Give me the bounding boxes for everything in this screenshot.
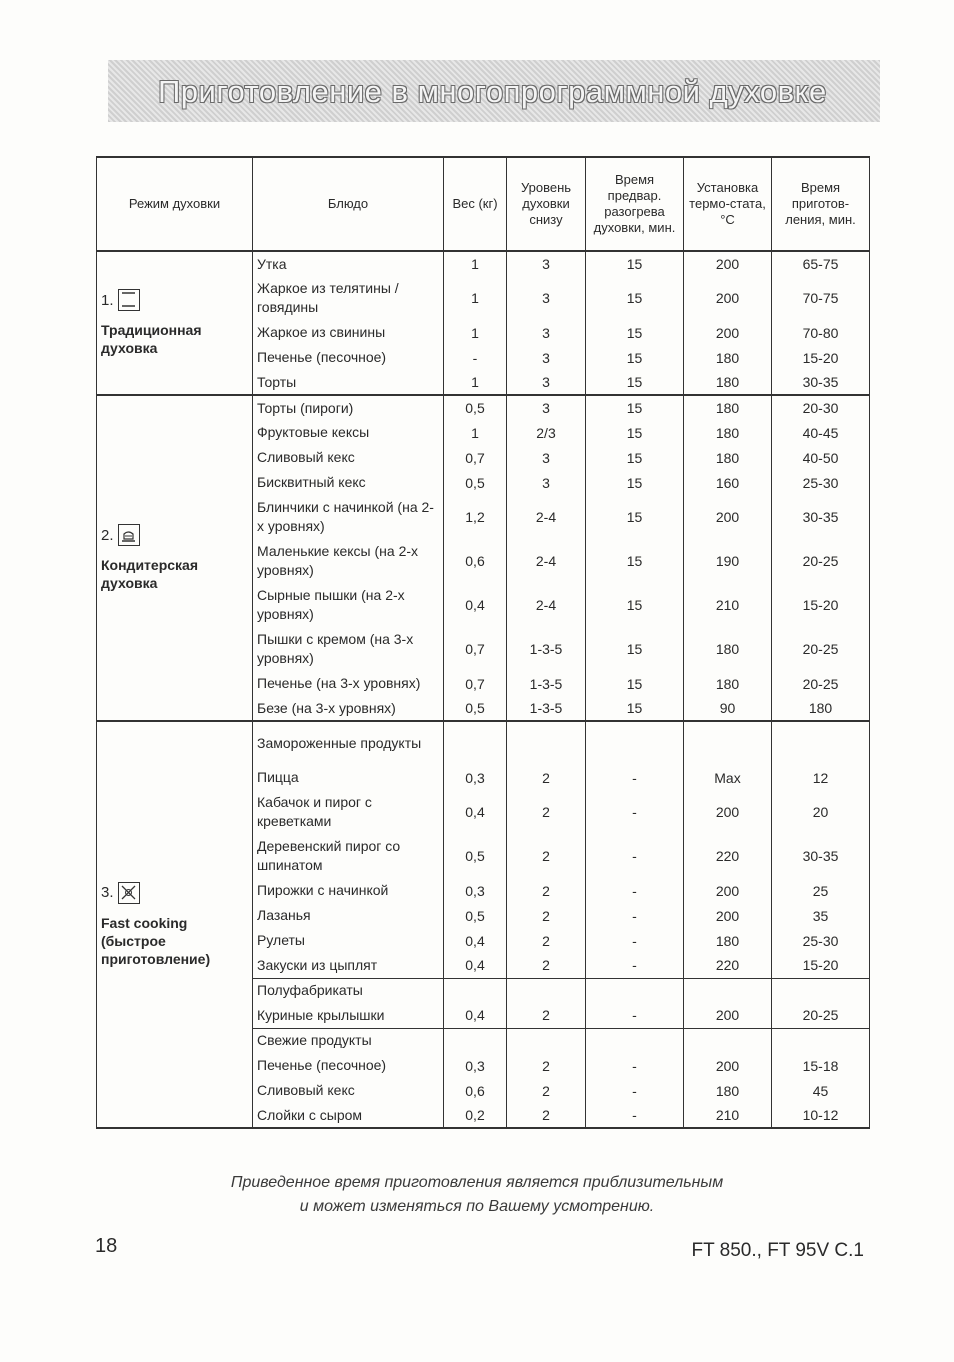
mode-label: Fast cooking (быстрое приготовление) xyxy=(101,914,211,967)
weight-cell: 0,4 xyxy=(444,790,507,834)
time-cell: 40-50 xyxy=(772,445,870,470)
time-cell: 30-35 xyxy=(772,495,870,539)
dish-cell: Пицца xyxy=(253,765,444,790)
time-cell: 15-20 xyxy=(772,953,870,978)
level-cell: 2 xyxy=(507,953,586,978)
weight-cell: 0,5 xyxy=(444,395,507,420)
thermostat-cell: 200 xyxy=(684,276,772,320)
thermostat-cell: 220 xyxy=(684,834,772,878)
header-time: Время приготов-ления, мин. xyxy=(772,157,870,251)
level-cell: 2 xyxy=(507,1003,586,1028)
dish-cell: Торты xyxy=(253,370,444,395)
preheat-cell: 15 xyxy=(586,320,684,345)
time-cell: 65-75 xyxy=(772,251,870,276)
time-cell: 25-30 xyxy=(772,470,870,495)
weight-cell: 0,6 xyxy=(444,1078,507,1103)
mode-number-text: 1. xyxy=(101,291,114,309)
thermostat-cell: 180 xyxy=(684,420,772,445)
dish-cell: Сливовый кекс xyxy=(253,1078,444,1103)
weight-cell: 0,5 xyxy=(444,834,507,878)
weight-cell: 0,4 xyxy=(444,928,507,953)
weight-cell: 0,6 xyxy=(444,539,507,583)
thermostat-cell: 180 xyxy=(684,928,772,953)
dish-cell: Куриные крылышки xyxy=(253,1003,444,1028)
thermostat-cell: 180 xyxy=(684,1078,772,1103)
level-cell: 3 xyxy=(507,251,586,276)
thermostat-cell: 180 xyxy=(684,671,772,696)
weight-cell: 0,7 xyxy=(444,445,507,470)
thermostat-cell: 180 xyxy=(684,370,772,395)
time-cell: 20-25 xyxy=(772,1003,870,1028)
preheat-cell: - xyxy=(586,903,684,928)
dish-cell: Кабачок и пирог с креветками xyxy=(253,790,444,834)
preheat-cell: - xyxy=(586,790,684,834)
time-cell: 30-35 xyxy=(772,370,870,395)
thermostat-cell: 180 xyxy=(684,627,772,671)
preheat-cell: 15 xyxy=(586,539,684,583)
title-banner xyxy=(108,60,880,122)
table-row xyxy=(97,395,870,420)
dish-cell: Сливовый кекс xyxy=(253,445,444,470)
dish-cell: Фруктовые кексы xyxy=(253,420,444,445)
level-cell: 1-3-5 xyxy=(507,696,586,721)
thermostat-cell: 220 xyxy=(684,953,772,978)
preheat-cell: 15 xyxy=(586,627,684,671)
weight-cell: 0,3 xyxy=(444,1053,507,1078)
preheat-cell: - xyxy=(586,834,684,878)
weight-cell: 1 xyxy=(444,370,507,395)
preheat-cell: - xyxy=(586,1003,684,1028)
weight-cell: 0,4 xyxy=(444,1003,507,1028)
group-title: Свежие продукты xyxy=(253,1028,444,1053)
mode-number-text: 3. xyxy=(101,884,114,901)
dish-cell: Бисквитный кекс xyxy=(253,470,444,495)
weight-cell: 0,5 xyxy=(444,903,507,928)
table-row xyxy=(97,251,870,276)
weight-cell: 0,5 xyxy=(444,470,507,495)
preheat-cell: - xyxy=(586,1103,684,1128)
preheat-cell: 15 xyxy=(586,445,684,470)
preheat-cell: 15 xyxy=(586,583,684,627)
traditional-oven-icon xyxy=(118,289,140,311)
time-cell: 35 xyxy=(772,903,870,928)
time-cell: 20-25 xyxy=(772,539,870,583)
thermostat-cell: 90 xyxy=(684,696,772,721)
weight-cell: 0,3 xyxy=(444,878,507,903)
group-title: Замороженные продукты xyxy=(253,721,444,765)
dish-cell: Рулеты xyxy=(253,928,444,953)
model-number: FT 850., FT 95V C.1 xyxy=(691,1240,864,1261)
time-cell: 30-35 xyxy=(772,834,870,878)
time-cell: 20 xyxy=(772,790,870,834)
dish-cell: Жаркое из телятины / говядины xyxy=(253,276,444,320)
level-cell: 2 xyxy=(507,834,586,878)
empty-cell xyxy=(444,1028,507,1053)
dish-cell: Сырные пышки (на 2-х уровнях) xyxy=(253,583,444,627)
dish-cell: Пирожки с начинкой xyxy=(253,878,444,903)
weight-cell: 1 xyxy=(444,276,507,320)
thermostat-cell: 200 xyxy=(684,790,772,834)
empty-cell xyxy=(507,978,586,1003)
header-preheat: Время предвар. разогрева духовки, мин. xyxy=(586,157,684,251)
weight-cell: 0,5 xyxy=(444,696,507,721)
weight-cell: 1 xyxy=(444,320,507,345)
level-cell: 2 xyxy=(507,790,586,834)
mode-number xyxy=(101,524,248,546)
header-row xyxy=(97,157,870,251)
thermostat-cell: Max xyxy=(684,765,772,790)
mode-cell xyxy=(97,395,253,721)
level-cell: 1-3-5 xyxy=(507,627,586,671)
level-cell: 3 xyxy=(507,370,586,395)
preheat-cell: 15 xyxy=(586,251,684,276)
mode-number xyxy=(101,882,248,904)
page-number: 18 xyxy=(95,1235,118,1257)
footnote-line-1: Приведенное время приготовления является приблизительным xyxy=(230,1174,724,1191)
time-cell: 180 xyxy=(772,696,870,721)
time-cell: 20-25 xyxy=(772,627,870,671)
weight-cell: 0,3 xyxy=(444,765,507,790)
time-cell: 70-80 xyxy=(772,320,870,345)
empty-cell xyxy=(684,1028,772,1053)
level-cell: 2 xyxy=(507,1053,586,1078)
empty-cell xyxy=(444,721,507,765)
preheat-cell: 15 xyxy=(586,395,684,420)
thermostat-cell: 200 xyxy=(684,903,772,928)
thermostat-cell: 200 xyxy=(684,320,772,345)
thermostat-cell: 200 xyxy=(684,495,772,539)
header-level: Уровень духовки снизу xyxy=(507,157,586,251)
preheat-cell: 15 xyxy=(586,345,684,370)
level-cell: 3 xyxy=(507,470,586,495)
thermostat-cell: 200 xyxy=(684,251,772,276)
dish-cell: Лазанья xyxy=(253,903,444,928)
empty-cell xyxy=(586,721,684,765)
dish-cell: Торты (пироги) xyxy=(253,395,444,420)
preheat-cell: - xyxy=(586,1078,684,1103)
level-cell: 2-4 xyxy=(507,495,586,539)
thermostat-cell: 180 xyxy=(684,345,772,370)
weight-cell: 1 xyxy=(444,420,507,445)
dish-cell: Деревенский пирог со шпинатом xyxy=(253,834,444,878)
level-cell: 2 xyxy=(507,878,586,903)
group-title: Полуфабрикаты xyxy=(253,978,444,1003)
preheat-cell: 15 xyxy=(586,276,684,320)
thermostat-cell: 180 xyxy=(684,395,772,420)
level-cell: 3 xyxy=(507,276,586,320)
level-cell: 3 xyxy=(507,445,586,470)
weight-cell: 0,2 xyxy=(444,1103,507,1128)
time-cell: 70-75 xyxy=(772,276,870,320)
time-cell: 15-18 xyxy=(772,1053,870,1078)
preheat-cell: - xyxy=(586,953,684,978)
level-cell: 2 xyxy=(507,765,586,790)
weight-cell: 1,2 xyxy=(444,495,507,539)
weight-cell: 0,4 xyxy=(444,953,507,978)
level-cell: 2/3 xyxy=(507,420,586,445)
time-cell: 15-20 xyxy=(772,345,870,370)
level-cell: 2 xyxy=(507,928,586,953)
level-cell: 3 xyxy=(507,345,586,370)
pastry-oven-icon xyxy=(118,524,140,546)
preheat-cell: 15 xyxy=(586,696,684,721)
empty-cell xyxy=(772,721,870,765)
empty-cell xyxy=(684,721,772,765)
time-cell: 45 xyxy=(772,1078,870,1103)
time-cell: 20-30 xyxy=(772,395,870,420)
empty-cell xyxy=(586,1028,684,1053)
thermostat-cell: 200 xyxy=(684,1053,772,1078)
preheat-cell: 15 xyxy=(586,495,684,539)
level-cell: 2 xyxy=(507,1103,586,1128)
dish-cell: Утка xyxy=(253,251,444,276)
mode-cell xyxy=(97,721,253,1128)
weight-cell: 0,7 xyxy=(444,627,507,671)
header-thermostat: Установка термо-стата, °С xyxy=(684,157,772,251)
preheat-cell: 15 xyxy=(586,470,684,495)
preheat-cell: - xyxy=(586,878,684,903)
preheat-cell: - xyxy=(586,1053,684,1078)
level-cell: 1-3-5 xyxy=(507,671,586,696)
dish-cell: Печенье (песочное) xyxy=(253,1053,444,1078)
empty-cell xyxy=(684,978,772,1003)
time-cell: 40-45 xyxy=(772,420,870,445)
empty-cell xyxy=(507,1028,586,1053)
empty-cell xyxy=(507,721,586,765)
time-cell: 12 xyxy=(772,765,870,790)
header-mode: Режим духовки xyxy=(97,157,253,251)
empty-cell xyxy=(444,978,507,1003)
header-weight: Вес (кг) xyxy=(444,157,507,251)
mode-label: Кондитерская духовка xyxy=(101,557,198,591)
group-header-row xyxy=(97,721,870,765)
cooking-table xyxy=(96,156,870,1129)
thermostat-cell: 210 xyxy=(684,1103,772,1128)
level-cell: 2 xyxy=(507,903,586,928)
weight-cell: 0,4 xyxy=(444,583,507,627)
dish-cell: Закуски из цыплят xyxy=(253,953,444,978)
dish-cell: Блинчики с начинкой (на 2-х уровнях) xyxy=(253,495,444,539)
time-cell: 15-20 xyxy=(772,583,870,627)
empty-cell xyxy=(586,978,684,1003)
header-dish: Блюдо xyxy=(253,157,444,251)
thermostat-cell: 200 xyxy=(684,1003,772,1028)
preheat-cell: 15 xyxy=(586,671,684,696)
preheat-cell: - xyxy=(586,765,684,790)
level-cell: 2 xyxy=(507,1078,586,1103)
thermostat-cell: 210 xyxy=(684,583,772,627)
dish-cell: Печенье (песочное) xyxy=(253,345,444,370)
thermostat-cell: 160 xyxy=(684,470,772,495)
time-cell: 25 xyxy=(772,878,870,903)
mode-number xyxy=(101,289,248,311)
level-cell: 3 xyxy=(507,395,586,420)
time-cell: 10-12 xyxy=(772,1103,870,1128)
empty-cell xyxy=(772,978,870,1003)
footnote-line-2: и может изменяться по Вашему усмотрению. xyxy=(299,1198,655,1215)
dish-cell: Пышки с кремом (на 3-х уровнях) xyxy=(253,627,444,671)
level-cell: 2-4 xyxy=(507,539,586,583)
empty-cell xyxy=(772,1028,870,1053)
preheat-cell: 15 xyxy=(586,420,684,445)
fast-cooking-icon xyxy=(118,882,140,904)
dish-cell: Печенье (на 3-х уровнях) xyxy=(253,671,444,696)
dish-cell: Слойки с сыром xyxy=(253,1103,444,1128)
thermostat-cell: 200 xyxy=(684,878,772,903)
dish-cell: Безе (на 3-х уровнях) xyxy=(253,696,444,721)
mode-number-text: 2. xyxy=(101,526,114,544)
weight-cell: 1 xyxy=(444,251,507,276)
weight-cell: 0,7 xyxy=(444,671,507,696)
thermostat-cell: 180 xyxy=(684,445,772,470)
thermostat-cell: 190 xyxy=(684,539,772,583)
preheat-cell: - xyxy=(586,928,684,953)
dish-cell: Жаркое из свинины xyxy=(253,320,444,345)
mode-cell xyxy=(97,251,253,395)
page-title: Приготовление в многопрограммной духовке xyxy=(158,74,827,109)
mode-label: Традиционная духовка xyxy=(101,322,202,356)
dish-cell: Маленькие кексы (на 2-х уровнях) xyxy=(253,539,444,583)
time-cell: 25-30 xyxy=(772,928,870,953)
time-cell: 20-25 xyxy=(772,671,870,696)
weight-cell: - xyxy=(444,345,507,370)
preheat-cell: 15 xyxy=(586,370,684,395)
level-cell: 3 xyxy=(507,320,586,345)
level-cell: 2-4 xyxy=(507,583,586,627)
